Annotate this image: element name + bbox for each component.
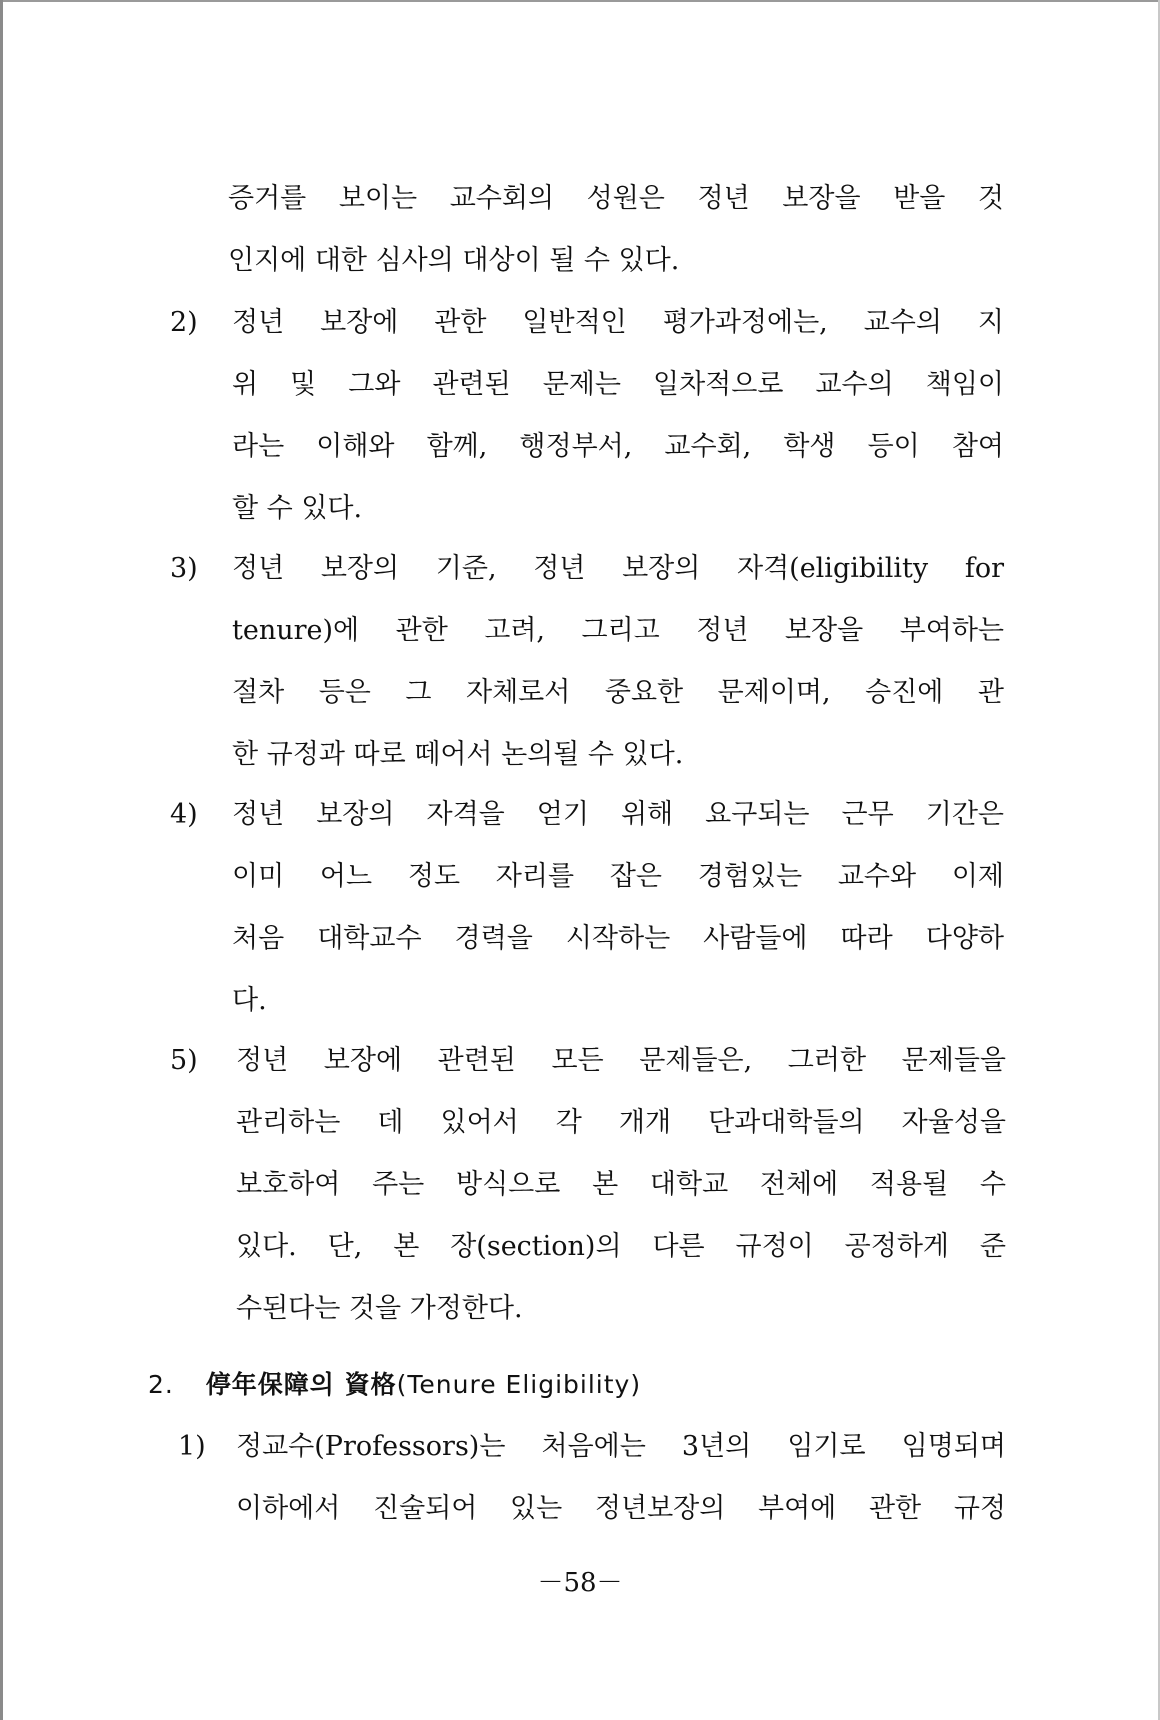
text-line: 이하에서 진술되어 있는 정년보장의 부여에 관한 규정 [236,1493,1006,1524]
text-line: 다. [232,985,267,1016]
text-line: 위 및 그와 관련된 문제는 일차적으로 교수의 책임이 [232,369,1004,400]
text-line: 정년 보장에 관한 일반적인 평가과정에는, 교수의 지 [232,307,1004,338]
text-line: 라는 이해와 함께, 행정부서, 교수회, 학생 등이 참여 [232,431,1004,462]
text-line: 증거를 보이는 교수회의 성원은 정년 보장을 받을 것 [228,183,1004,214]
section-heading [148,1368,641,1402]
text-line: tenure)에 관한 고려, 그리고 정년 보장을 부여하는 [232,615,1004,646]
text-line: 인지에 대한 심사의 대상이 될 수 있다. [228,245,680,276]
text-line: 있다. 단, 본 장(section)의 다른 규정이 공정하게 준 [236,1231,1006,1262]
text-line: 정교수(Professors)는 처음에는 3년의 임기로 임명되며 [236,1431,1006,1462]
text-line: 수된다는 것을 가정한다. [236,1293,523,1324]
text-line: 처음 대학교수 경력을 시작하는 사람들에 따라 다양하 [232,923,1004,954]
text-line: 한 규정과 따로 떼어서 논의될 수 있다. [232,739,684,770]
section-title-korean: 停年保障의 資格 [205,1370,397,1399]
item-number: 1) [178,1431,206,1462]
item-number: 5) [170,1045,198,1076]
text-line: 할 수 있다. [232,493,363,524]
text-line: 관리하는 데 있어서 각 개개 단과대학들의 자율성을 [236,1107,1006,1138]
text-line: 이미 어느 정도 자리를 잡은 경험있는 교수와 이제 [232,861,1004,892]
text-line: 정년 보장에 관련된 모든 문제들은, 그러한 문제들을 [236,1045,1006,1076]
text-line: 정년 보장의 기준, 정년 보장의 자격(eligibility for [232,553,1004,584]
section-number: 2. [148,1370,174,1399]
text-line: 정년 보장의 자격을 얻기 위해 요구되는 근무 기간은 [232,799,1004,830]
item-number: 3) [170,553,198,584]
item-number: 4) [170,799,198,830]
section-title-english: (Tenure Eligibility) [396,1370,642,1399]
text-line: 절차 등은 그 자체로서 중요한 문제이며, 승진에 관 [232,677,1004,708]
item-number: 2) [170,307,198,338]
page-number: －58－ [537,1568,623,1598]
text-line: 보호하여 주는 방식으로 본 대학교 전체에 적용될 수 [236,1169,1006,1200]
